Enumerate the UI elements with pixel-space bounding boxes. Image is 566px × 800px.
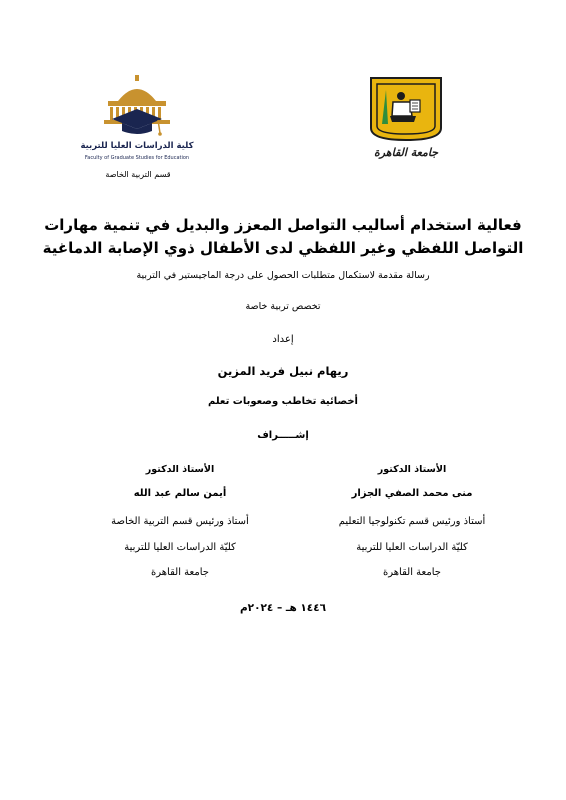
faculty-logo-english-text: Faculty of Graduate Studies for Education [84, 155, 190, 161]
faculty-logo-arabic-text: كلية الدراسات العليا للتربية [80, 141, 194, 151]
supervisor-1-university: جامعة القاهرة [383, 567, 441, 578]
supervisor-2-position: أستاذ ورئيس قسم التربية الخاصة [111, 516, 249, 527]
supervisor-1-name: منى محمد الصفي الجزار [351, 488, 473, 499]
university-logo-text: جامعة القاهرة [373, 146, 439, 159]
supervisor-1-faculty: كليّة الدراسات العليا للتربية [356, 542, 468, 553]
author-job: أخصائية تخاطب وصعوبات تعلم [208, 396, 358, 407]
supervisor-1-title: الأستاذ الدكتور [377, 464, 447, 475]
supervisor-1-position: أستاذ ورئيس قسم تكنولوجيا التعليم [338, 516, 486, 527]
supervisor-2-title: الأستاذ الدكتور [145, 464, 215, 475]
supervision-label: إشـــــراف [257, 430, 309, 441]
thesis-subtitle: رسالة مقدمة لاستكمال متطلبات الحصول على درجة الماجيستير في التربية [136, 270, 430, 281]
thesis-title-line-1: فعالية استخدام أساليب التواصل المعزز والبديل في تنمية مهارات [44, 216, 522, 234]
author-name: ريهام نبيل فريد المزين [217, 364, 349, 378]
thesis-title-line-2: التواصل اللفظي وغير اللفظي لدى الأطفال ذوي الإصابة الدماغية [42, 239, 524, 257]
supervisor-2-university: جامعة القاهرة [151, 567, 209, 578]
specialty: تخصص تربية خاصة [245, 301, 321, 312]
department-label: قسم التربية الخاصة [105, 170, 171, 179]
faculty-logo [78, 73, 196, 165]
supervisor-2-name: أيمن سالم عبد الله [133, 488, 227, 499]
prepared-by-label: إعداد [272, 334, 294, 345]
cairo-university-logo [368, 76, 444, 164]
supervisor-2-faculty: كليّة الدراسات العليا للتربية [124, 542, 236, 553]
thesis-date: ١٤٤٦ هـ – ٢٠٢٤م [239, 602, 327, 614]
